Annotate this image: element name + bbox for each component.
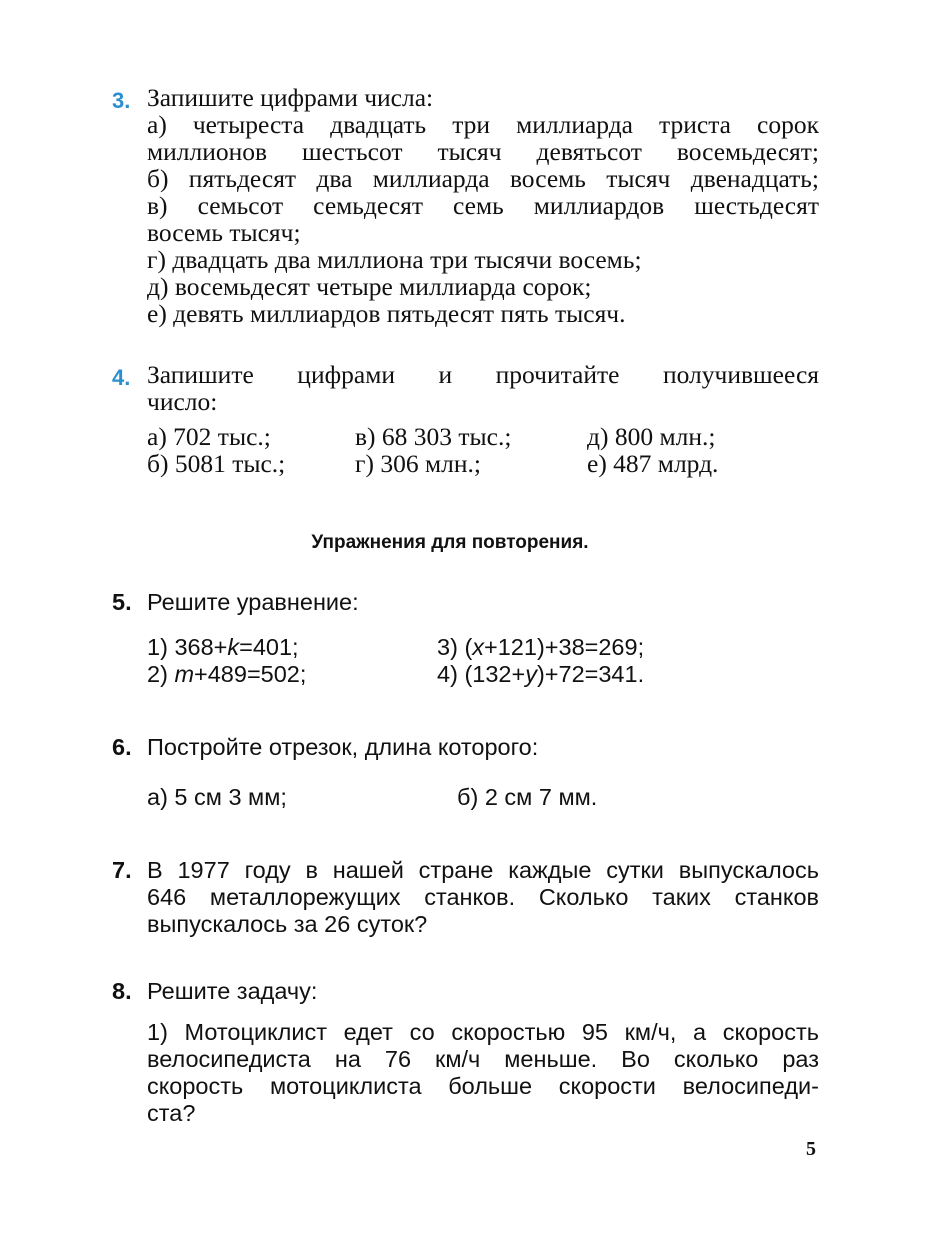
item-text: б) 2 см 7 мм.	[457, 784, 598, 810]
exercise-number: 6.	[112, 734, 132, 760]
exercise-number: 4.	[112, 365, 131, 390]
equation-variable: x	[472, 634, 485, 660]
equation-part: =401;	[239, 634, 299, 660]
item-text: д) восемьдесят четыре миллиарда сорок;	[147, 272, 592, 301]
item-text: миллионов шестьсот тысяч девятьсот восемьдесят;	[147, 137, 819, 166]
equation-label: 4)	[437, 661, 458, 687]
exercise-text: скорость мотоциклиста больше скорости велосипеди-	[147, 1073, 819, 1099]
exercise-text: велосипедиста на 76 км/ч меньше. Во сколько раз	[147, 1046, 819, 1072]
item-text: восемь тысяч;	[147, 218, 301, 247]
equation-label: 2)	[147, 661, 168, 687]
item-text: е) 487 млрд.	[587, 449, 719, 478]
item-text: в) 68 303 тыс.;	[355, 422, 512, 451]
exercise-title: число:	[147, 387, 218, 416]
equation-part: (	[464, 634, 473, 660]
equation-label: 1)	[147, 634, 168, 660]
item-text: е) девять миллиардов пятьдесят пять тысяч.	[147, 299, 626, 328]
equation-part: 368+	[174, 634, 228, 660]
item-text: а) четыреста двадцать три миллиарда триста сорок	[147, 110, 819, 139]
exercise-text: выпускалось за 26 суток?	[147, 911, 428, 937]
exercise-title: Запишите цифрами и прочитайте получившееся	[147, 360, 819, 389]
item-text: б) 5081 тыс.;	[147, 449, 286, 478]
equation-label: 3)	[437, 634, 458, 660]
exercise-title: Решите задачу:	[147, 978, 318, 1004]
equation-variable: k	[227, 634, 240, 660]
equation-2	[147, 661, 306, 688]
equation-1	[147, 634, 299, 661]
item-text: в) семьсот семьдесят семь миллиардов шестьдесят	[147, 191, 819, 220]
equation-variable: m	[174, 661, 195, 687]
equation-part: (132+	[464, 661, 526, 687]
exercise-title: Постройте отрезок, длина которого:	[147, 734, 539, 760]
exercise-number: 3.	[112, 88, 131, 113]
exercise-text: 1) Мотоциклист едет со скоростью 95 км/ч, а скорость	[147, 1019, 819, 1045]
exercise-text: В 1977 году в нашей стране каждые сутки выпускалось	[147, 857, 819, 883]
equation-3	[437, 634, 644, 661]
item-text: д) 800 млн.;	[587, 422, 716, 451]
item-text: г) двадцать два миллиона три тысячи восемь;	[147, 245, 642, 274]
equation-part: +489=502;	[194, 661, 307, 687]
exercise-title: Решите уравнение:	[147, 589, 359, 615]
item-text: а) 702 тыс.;	[147, 422, 271, 451]
item-text: г) 306 млн.;	[355, 449, 481, 478]
equation-part: )+72=341.	[536, 661, 645, 687]
exercise-title: Запишите цифрами числа:	[147, 83, 434, 112]
section-heading: Упражнения для повторения.	[311, 532, 589, 553]
item-text: б) пятьдесят два миллиарда восемь тысяч двенадцать;	[147, 164, 819, 193]
exercise-number: 8.	[112, 978, 132, 1004]
item-text: а) 5 см 3 мм;	[147, 784, 287, 810]
page-number: 5	[806, 1138, 816, 1160]
exercise-number: 5.	[112, 589, 132, 615]
exercise-number: 7.	[112, 857, 132, 883]
exercise-text: 646 металлорежущих станков. Сколько таких станков	[147, 884, 819, 910]
equation-4	[437, 661, 644, 688]
equation-variable: y	[525, 661, 537, 687]
exercise-text: ста?	[147, 1100, 196, 1126]
equation-part: +121)+38=269;	[484, 634, 645, 660]
